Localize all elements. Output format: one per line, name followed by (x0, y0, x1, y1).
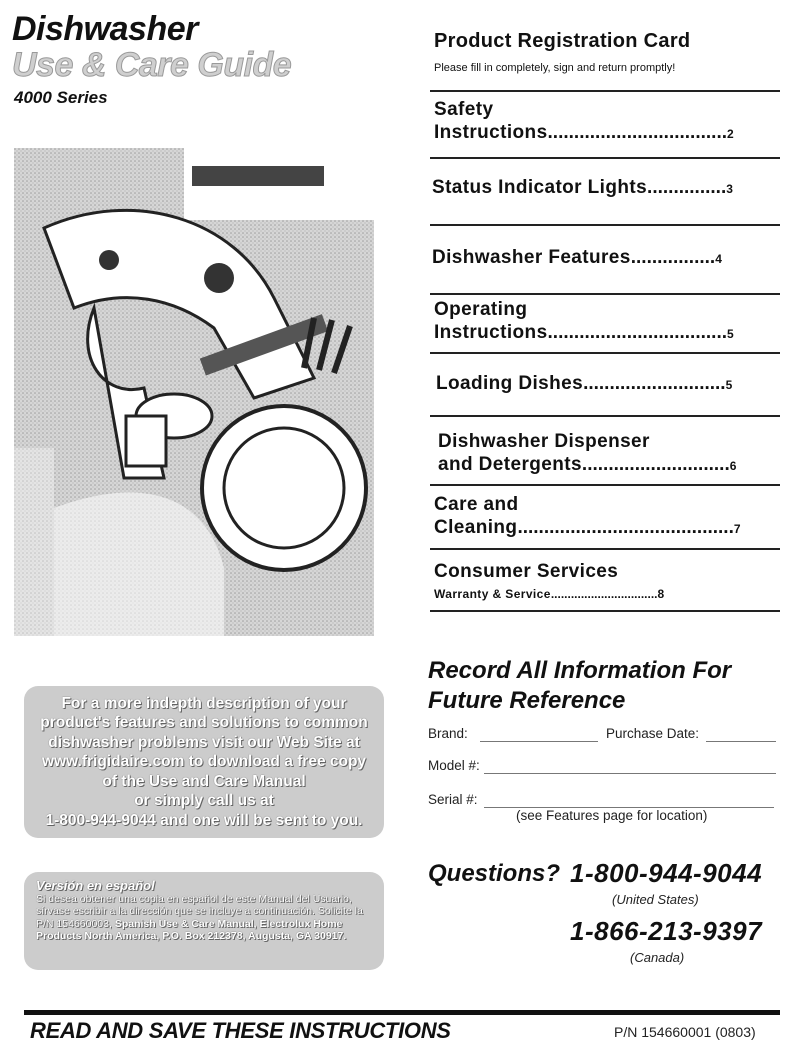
toc-divider (430, 415, 780, 417)
web-info-line: or simply call us at (134, 792, 274, 810)
spanish-version-box (24, 872, 384, 970)
toc-item-dispenser[interactable]: Dishwasher Dispenser and Detergents............................6 (438, 431, 737, 475)
series-label: 4000 Series (14, 88, 108, 107)
web-info-line: product's features and solutions to common (40, 714, 368, 732)
purchase-date-field[interactable] (706, 740, 776, 742)
country-canada: (Canada) (630, 950, 685, 965)
web-info-line: of the Use and Care Manual (102, 772, 306, 790)
registration-subtitle: Please fill in completely, sign and return promptly! (434, 62, 676, 74)
toc-item-operating[interactable]: Operating Instructions..................................5 (434, 299, 735, 343)
web-info-box (24, 686, 384, 838)
toc-divider (430, 157, 780, 159)
model-field[interactable] (484, 772, 776, 774)
toc-item-consumer[interactable]: Consumer Services Warranty & Service................................8 (434, 561, 665, 601)
toc-divider (430, 293, 780, 295)
toc-divider (430, 484, 780, 486)
brand-field[interactable] (480, 740, 598, 742)
spanish-text: Si desea obtener una copia en español de este Manual del Usuario, sírvase escribir a la dirección que se incluye a continuación. Solicite la P/N 154660003, (36, 892, 363, 930)
serial-label: Serial #: (428, 792, 478, 807)
dishwasher-rack-dishes-illustration-icon (14, 148, 384, 636)
toc-item-safety[interactable]: Safety Instructions..................................2 (434, 99, 735, 143)
country-us: (United States) (612, 892, 699, 907)
toc-divider (430, 90, 780, 92)
guide-title: Dishwasher (12, 10, 198, 48)
serial-location-note: (see Features page for location) (516, 808, 708, 823)
guide-subtitle: Use & Care Guide (12, 46, 292, 84)
questions-label: Questions? (428, 860, 561, 887)
toc-item-care[interactable]: Care and Cleaning.........................................7 (434, 494, 741, 538)
toc-item-loading[interactable]: Loading Dishes...........................5 (436, 373, 733, 394)
toc-divider (430, 610, 780, 612)
read-save-instructions: READ AND SAVE THESE INSTRUCTIONS (30, 1018, 451, 1043)
registration-title: Product Registration Card (434, 30, 691, 52)
record-info-title: Record All Information For Future Reference (428, 657, 732, 714)
toc-item-features[interactable]: Dishwasher Features................4 (432, 247, 723, 268)
toc-item-status-lights[interactable]: Status Indicator Lights...............3 (432, 177, 734, 198)
phone-canada: 1-866-213-9397 (570, 916, 763, 946)
phone-us: 1-800-944-9044 (570, 858, 763, 888)
spanish-body (36, 893, 372, 943)
web-info-line: www.frigidaire.com to download a free copy (41, 753, 367, 771)
purchase-date-label: Purchase Date: (606, 726, 700, 741)
footer-rule (24, 1010, 780, 1015)
spanish-title: Versión en español (36, 878, 155, 893)
web-info-line: 1-800-944-9044 and one will be sent to you. (45, 811, 363, 829)
toc-divider (430, 352, 780, 354)
web-info-line: For a more indepth description of your (61, 694, 347, 712)
spanish-address: Spanish Use & Care Manual, Electrolux Home Products North America, P.O. Box 212378, Augusta, GA 30917. (36, 917, 347, 942)
web-info-line: dishwasher problems visit our Web Site at (48, 733, 360, 751)
model-label: Model #: (428, 758, 480, 773)
toc-divider (430, 548, 780, 550)
toc-divider (430, 224, 780, 226)
brand-label: Brand: (428, 726, 468, 741)
part-number: P/N 154660001 (0803) (614, 1024, 756, 1040)
